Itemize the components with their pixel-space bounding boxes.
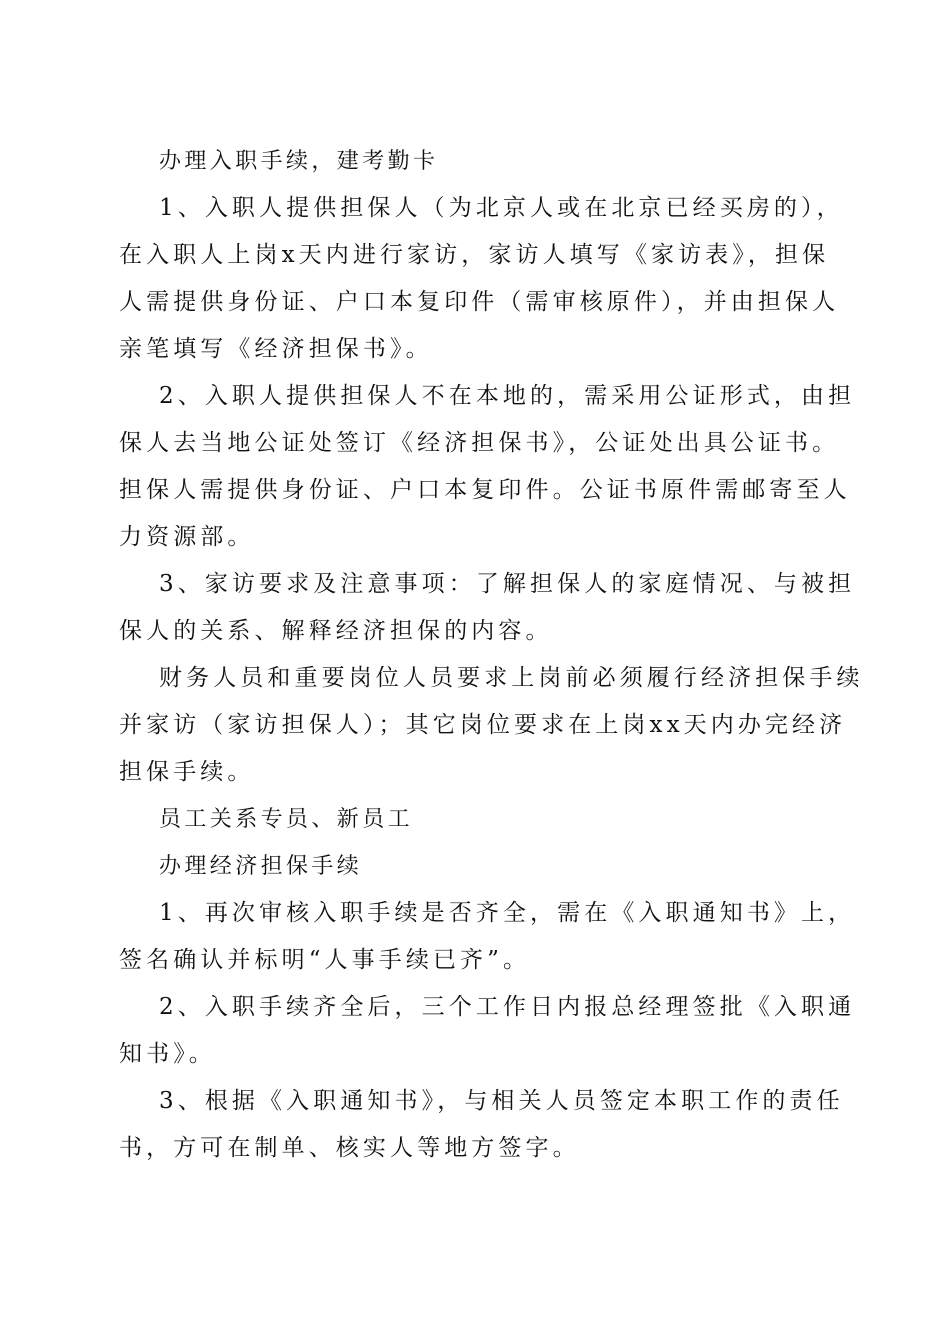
text-line: 知书》。 bbox=[119, 1041, 216, 1067]
text-line: 1、入职人提供担保人（为北京人或在北京已经买房的）， bbox=[159, 195, 844, 221]
text-line: 保人去当地公证处签订《经济担保书》，公证处出具公证书。 bbox=[119, 430, 840, 456]
text-line: 3、根据《入职通知书》，与相关人员签定本职工作的责任 bbox=[159, 1088, 844, 1114]
text-line: 担保手续。 bbox=[119, 759, 255, 785]
text-line: 签名确认并标明“人事手续已齐”。 bbox=[119, 947, 531, 973]
text-line: 力资源部。 bbox=[119, 524, 255, 550]
document-body bbox=[119, 138, 864, 1172]
text-line: 办理入职手续，建考勤卡 bbox=[159, 149, 439, 174]
text-line: 亲笔填写《经济担保书》。 bbox=[119, 336, 433, 362]
text-line: 2、入职人提供担保人不在本地的，需采用公证形式，由担 bbox=[159, 383, 856, 409]
text-line: 办理经济担保手续 bbox=[159, 854, 363, 879]
text-line: 担保人需提供身份证、户口本复印件。公证书原件需邮寄至人 bbox=[119, 477, 851, 503]
text-line: 3、家访要求及注意事项：了解担保人的家庭情况、与被担 bbox=[159, 571, 856, 597]
text-line: 2、入职手续齐全后，三个工作日内报总经理签批《入职通 bbox=[159, 994, 856, 1020]
text-line: 并家访（家访担保人）；其它岗位要求在上岗xx天内办完经济 bbox=[119, 712, 847, 738]
text-line: 1、再次审核入职手续是否齐全，需在《入职通知书》上， bbox=[159, 900, 856, 926]
text-line: 财务人员和重要岗位人员要求上岗前必须履行经济担保手续 bbox=[159, 665, 864, 691]
text-line: 员工关系专员、新员工 bbox=[159, 807, 414, 832]
text-line: 人需提供身份证、户口本复印件（需审核原件），并由担保人 bbox=[119, 289, 840, 315]
text-line: 在入职人上岗x天内进行家访，家访人填写《家访表》，担保 bbox=[119, 242, 830, 268]
text-line: 书，方可在制单、核实人等地方签字。 bbox=[119, 1135, 580, 1161]
text-line: 保人的关系、解释经济担保的内容。 bbox=[119, 618, 553, 644]
